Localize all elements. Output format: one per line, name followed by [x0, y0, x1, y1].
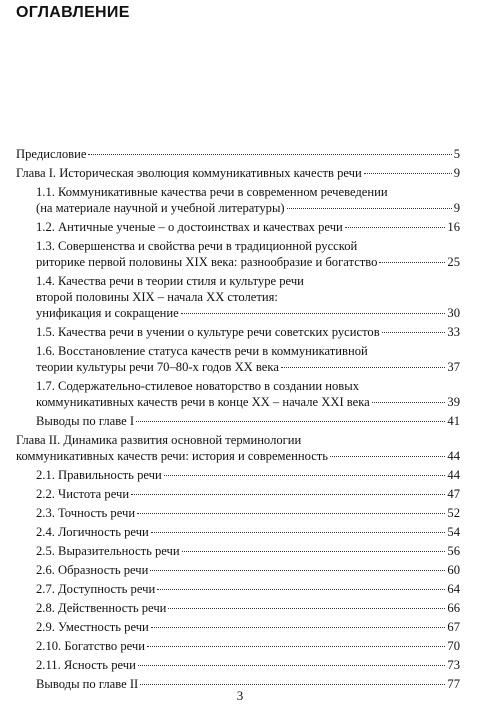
toc-entry-text: 2.4. Логичность речи [36, 525, 149, 539]
toc-entry-text: 2.7. Доступность речи [36, 582, 156, 596]
toc-entry-text: 2.9. Уместность речи [36, 620, 149, 634]
toc-entry [16, 524, 460, 540]
toc-entry [16, 562, 460, 578]
dot-leader [164, 475, 446, 476]
toc-page-number: 39 [447, 395, 460, 409]
dot-leader [147, 646, 445, 647]
dot-leader [150, 570, 445, 571]
toc-entry-text: 2.11. Ясность речи [36, 658, 136, 672]
toc-page-number: 5 [453, 147, 460, 161]
toc-page-number: 73 [447, 658, 460, 672]
toc-entry [16, 146, 460, 162]
toc-entry-text: 1.5. Качества речи в учении о культуре речи советских русистов [36, 325, 380, 339]
toc-page-number: 66 [447, 601, 460, 615]
dot-leader [168, 608, 445, 609]
dot-leader [157, 589, 445, 590]
toc-entry [16, 505, 460, 521]
toc-page-number: 25 [447, 255, 460, 269]
toc-page-number: 33 [447, 325, 460, 339]
toc-entry-text: Выводы по главе I [36, 414, 135, 428]
toc-entry-text: унификация и сокращение [36, 306, 179, 320]
dot-leader [382, 332, 446, 333]
dot-leader [330, 456, 445, 457]
page-number: 3 [236, 688, 244, 703]
toc-page-number: 77 [447, 677, 460, 691]
dot-leader [182, 551, 446, 552]
toc-entry-text: 1.1. Коммуникативные качества речи в современном речеведении [36, 185, 388, 199]
toc-entry [16, 273, 460, 321]
toc-entry [16, 657, 460, 673]
toc-entry-text: 2.3. Точность речи [36, 506, 136, 520]
toc-page-number: 44 [447, 468, 460, 482]
dot-leader [137, 513, 445, 514]
toc-page-number: 44 [447, 449, 460, 463]
dot-leader [140, 684, 445, 685]
toc-entry-text: Глава I. Историческая эволюция коммуникативных качеств речи [16, 166, 362, 180]
toc-entry [16, 600, 460, 616]
toc-entry [16, 184, 460, 216]
toc-entry-text: второй половины XIX – начала XX столетия: [36, 290, 278, 304]
toc-page-number: 47 [447, 487, 460, 501]
toc-page-number: 9 [453, 166, 460, 180]
toc-page-number: 41 [447, 414, 460, 428]
toc-entry-text: коммуникативных качеств речи в конце XX – начале XXI века [36, 395, 370, 409]
toc-entry [16, 467, 460, 483]
toc-entry [16, 543, 460, 559]
toc-entry-text: 2.2. Чистота речи [36, 487, 130, 501]
toc-page-number: 16 [447, 220, 460, 234]
toc-page-number: 67 [447, 620, 460, 634]
table-of-contents [16, 146, 460, 695]
toc-entry-text: 2.10. Богатство речи [36, 639, 145, 653]
dot-leader [379, 262, 445, 263]
toc-entry-text: Предисловие [16, 147, 87, 161]
toc-entry-text: коммуникативных качеств речи: история и современность [16, 449, 329, 463]
toc-entry [16, 324, 460, 340]
dot-leader [372, 402, 446, 403]
toc-page-number: 70 [447, 639, 460, 653]
toc-entry-text: (на материале научной и учебной литературы) [36, 201, 285, 215]
toc-entry-text: 1.6. Восстановление статуса качеств речи в коммуникативной [36, 344, 368, 358]
dot-leader [136, 421, 445, 422]
dot-leader [131, 494, 445, 495]
toc-entry [16, 413, 460, 429]
dot-leader [138, 665, 446, 666]
dot-leader [151, 532, 446, 533]
toc-entry [16, 219, 460, 235]
toc-page-number: 56 [447, 544, 460, 558]
toc-entry-text: 2.5. Выразительность речи [36, 544, 180, 558]
dot-leader [345, 227, 446, 228]
toc-entry-text: 2.1. Правильность речи [36, 468, 162, 482]
toc-page-number: 64 [447, 582, 460, 596]
toc-entry-text: 1.2. Античные ученые – о достоинствах и качествах речи [36, 220, 343, 234]
toc-page-number: 9 [453, 201, 460, 215]
toc-entry [16, 432, 460, 464]
toc-entry-text: теории культуры речи 70–80-х годов XX века [36, 360, 279, 374]
dot-leader [88, 154, 451, 155]
toc-entry-text: 1.7. Содержательно-стилевое новаторство в создании новых [36, 379, 359, 393]
toc-entry [16, 165, 460, 181]
dot-leader [287, 208, 452, 209]
toc-page-number: 60 [447, 563, 460, 577]
dot-leader [281, 367, 445, 368]
toc-page-number: 52 [447, 506, 460, 520]
toc-entry-text: 1.4. Качества речи в теории стиля и культуре речи [36, 274, 304, 288]
dot-leader [151, 627, 446, 628]
toc-entry [16, 581, 460, 597]
toc-page-number: 54 [447, 525, 460, 539]
toc-entry [16, 343, 460, 375]
toc-entry [16, 619, 460, 635]
toc-entry-text: Выводы по главе II [36, 677, 139, 691]
dot-leader [364, 173, 452, 174]
toc-entry-text: 2.6. Образность речи [36, 563, 149, 577]
page-title: ОГЛАВЛЕНИЕ [16, 4, 130, 21]
toc-entry-text: риторике первой половины XIX века: разнообразие и богатство [36, 255, 378, 269]
toc-entry [16, 378, 460, 410]
toc-page-number: 37 [447, 360, 460, 374]
toc-entry-text: Глава II. Динамика развития основной терминологии [16, 433, 302, 447]
toc-entry-text: 2.8. Действенность речи [36, 601, 167, 615]
toc-entry [16, 486, 460, 502]
toc-entry [16, 238, 460, 270]
toc-page-number: 30 [447, 306, 460, 320]
dot-leader [181, 313, 446, 314]
toc-entry-text: 1.3. Совершенства и свойства речи в традиционной русской [36, 239, 358, 253]
toc-entry [16, 638, 460, 654]
